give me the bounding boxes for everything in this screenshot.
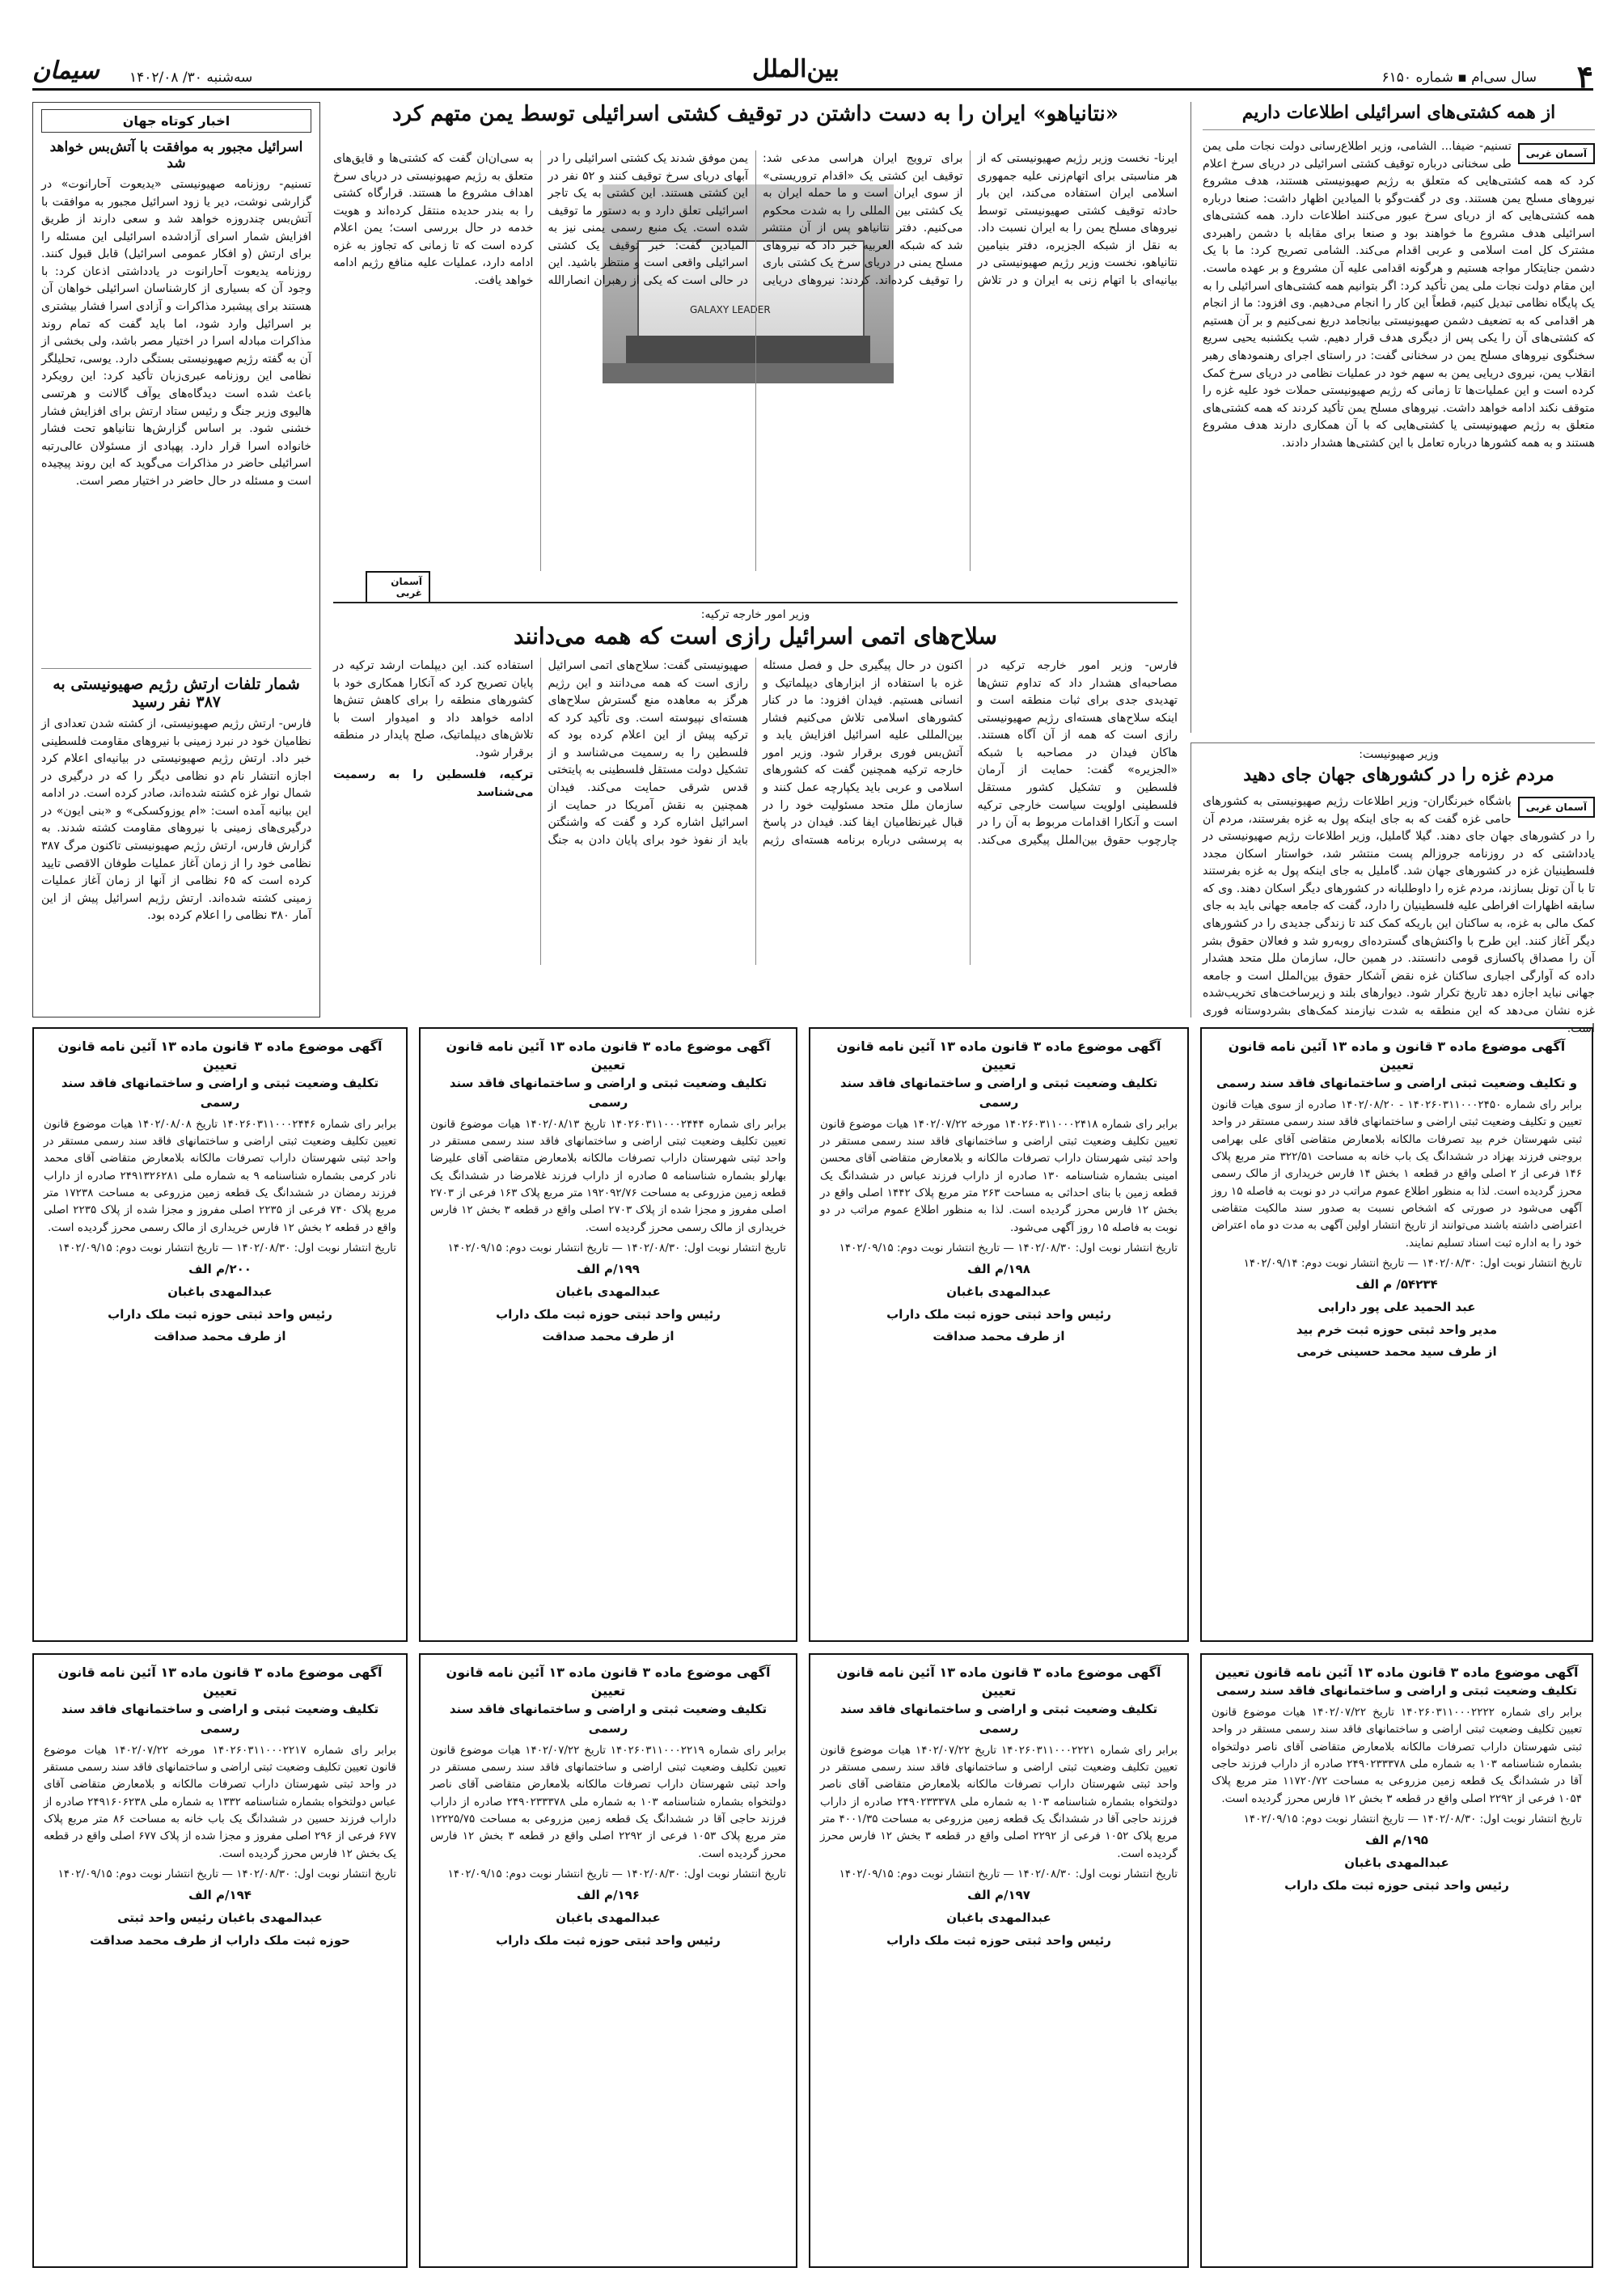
headline: از همه کشتی‌های اسرائیلی اطلاعات داریم — [1203, 102, 1595, 130]
kicker: وزیر امور خارجه ترکیه: — [700, 608, 810, 621]
lead-headline: «نتانیاهو» ایران را به دست داشتن در توقیف کشتی اسرائیلی توسط یمن متهم کرد — [391, 102, 1119, 126]
issue-date: سه‌شنبه ۳۰/ ۱۴۰۲/۰۸ — [129, 70, 253, 86]
legal-ad-5: آگهی موضوع ماده ۳ قانون ماده ۱۳ آئین نامه قانون تعیین تکلیف وضعیت ثبتی و اراضی و ساختمانهای فاقد سند رسمی برابر رای شماره ۱۴۰۲۶۰۳۱۱۰۰۰۲۲۲۲ تاریخ ۱۴۰۲/۰۷/۲۲ هیات موضوع قانون تعیین تکلیف وضعیت ثبتی اراضی و ساختمانهای فاقد سند رسمی مستقر در واحد ثبتی شهرستان داراب تصرفات مالکانه بلامعارض متقاضی آقای ناصر دولتخواه بشماره شناسنامه ۱۰۳ به شماره ملی ۲۴۹۰۲۳۳۳۷۸ صادره از داراب فرزند حاجی آقا در ششدانگ یک قطعه زمین مزروعی به مساحت ۱۱۷۲۰/۷۲ متر مربع پلاک ۱۰۵۴ فرعی از ۲۲۹۲ اصلی واقع در قطعه ۳ بخش ۱۲ فارس محرز گردیده است. تاریخ انتشار نوبت اول: ۱۴۰۲/۰۸/۳۰ — تاریخ انتشار نوبت دوم: ۱۴۰۲/۰۹/۱۵ ۱۹۵/م الف عبدالمهدی باغبان رئیس واحد ثبتی حوزه ثبت ملک داراب — [1200, 1653, 1593, 2268]
legal-ad-4: آگهی موضوع ماده ۳ قانون ماده ۱۳ آئین نامه قانون تعیین تکلیف وضعیت ثبتی و اراضی و ساختمانهای فاقد سند رسمی برابر رای شماره ۱۴۰۲۶۰۳۱۱۰۰۰۲۴۴۶ تاریخ ۱۴۰۲/۰۸/۰۸ هیات موضوع قانون تعیین تکلیف وضعیت ثبتی اراضی و ساختمانهای فاقد سند رسمی مستقر در واحد ثبتی شهرستان داراب تصرفات مالکانه بلامعارض متقاضی آقای محمد نادر کرمی بشماره شناسنامه ۹ به شماره ملی ۲۴۹۱۳۲۶۲۸۱ صادره از داراب فرزند رمضان در ششدانگ یک قطعه زمین مزروعی به مساحت ۱۷۲۳۸ متر مربع پلاک ۷۴۰ فرعی از ۲۲۳۵ اصلی مفروز و مجزا شده از پلاک ۲۲۳۵ اصلی واقع در قطعه ۲ بخش ۱۲ فارس خریداری از مالک رسمی محرز گردیده است. تاریخ انتشار نوبت اول: ۱۴۰۲/۰۸/۳۰ — تاریخ انتشار نوبت دوم: ۱۴۰۲/۰۹/۱۵ ۲۰۰/م الف عبدالمهدی باغبان رئیس واحد ثبتی حوزه ثبت ملک داراب از طرف محمد صداقت — [32, 1027, 408, 1642]
page-number: ۴ — [1576, 58, 1593, 95]
issue-info: سال سی‌ام ▪ شماره ۶۱۵۰ — [1381, 70, 1537, 86]
article-body: فارس- وزیر امور خارجه ترکیه در مصاحبه‌ای هشدار داد که تداوم تنش‌ها تهدیدی جدی برای ثبات منطقه است و اینکه سلاح‌های هسته‌ای رژیم صهیونیستی رازی است که همه از آن آگاه هستند. هاکان فیدان در مصاحبه با شبکه «الجزیره» گفت: حمایت از آرمان فلسطین و تشکیل کشور مستقل فلسطینی اولویت سیاست خارجی ترکیه است و آنکارا اقدامات مربوط به آن را در چارچوب حقوق بین‌الملل پیگیری می‌کند. اکنون در حال پیگیری حل و فصل مسئله غزه با استفاده از ابزارهای دیپلماتیک و انسانی هستیم. فیدان افزود: ما در کنار کشورهای اسلامی تلاش می‌کنیم فشار بین‌المللی علیه اسرائیل افزایش یابد و آتش‌بس فوری برقرار شود. وزیر امور خارجه ترکیه همچنین گفت که کشورهای اسلامی و عربی باید یکپارچه عمل کنند و سازمان ملل متحد مسئولیت خود را در قبال غیرنظامیان ایفا کند. فیدان در پاسخ به پرسشی درباره برنامه هسته‌ای رژیم صهیونیستی گفت: سلاح‌های اتمی اسرائیل رازی است که همه می‌دانند و این رژیم هرگز به معاهده منع گسترش سلاح‌های هسته‌ای نپیوسته است. وی تأکید کرد که ترکیه پیش از این اعلام کرده بود که فلسطین را به رسمیت می‌شناسد و از تشکیل دولت مستقل فلسطینی به پایتختی قدس شرقی حمایت می‌کند. فیدان همچنین به نقش آمریکا در حمایت از اسرائیل اشاره کرد و گفت که واشنگتن باید از نفوذ خود برای پایان دادن به جنگ استفاده کند. این دیپلمات ارشد ترکیه در پایان تصریح کرد که آنکارا همکاری خود با کشورهای منطقه را برای کاهش تنش‌ها ادامه خواهد داد و امیدوار است با تلاش‌های دیپلماتیک، صلح پایدار در منطقه برقرار شود. ترکیه، فلسطین را به رسمیت می‌شناسد — [333, 659, 1178, 847]
section-label: اخبار کوتاه جهان — [41, 109, 311, 133]
legal-ad-1: آگهی موضوع ماده ۳ قانون و ماده ۱۳ آئین نامه قانون تعیین و تکلیف وضعیت ثبتی اراضی و ساختمانهای فاقد سند رسمی برابر رای شماره ۱۴۰۲۶۰۳۱۱۰۰۰۲۴۵۰ - ۱۴۰۲/۰۸/۲۰ صادره از سوی هیات قانون تعیین و تکلیف وضعیت ثبتی اراضی و ساختمانهای فاقد سند رسمی مستقر در واحد ثبتی شهرستان خرم بید تصرفات مالکانه بلامعارض متقاضی آقای علی بهرامی بروجنی فرزند بهزاد در ششدانگ یک باب خانه به مساحت ۳۲۲/۵۱ متر مربع پلاک ۱۴۶ فرعی از ۲ اصلی واقع در قطعه ۱ بخش ۱۴ فارس خریداری از مالک رسمی محرز گردیده است. لذا به منظور اطلاع عموم مراتب در دو نوبت به فاصله ۱۵ روز آگهی می‌شود در صورتی که اشخاص نسبت به صدور سند مالکیت متقاضی اعتراضی داشته باشند می‌توانند از تاریخ انتشار اولین آگهی به مدت دو ماه اعتراض خود را به اداره ثبت اسناد تسلیم نمایند. تاریخ انتشار نوبت اول: ۱۴۰۲/۰۸/۳۰ — تاریخ انتشار نوبت دوم: ۱۴۰۲/۰۹/۱۴ ۵۴۲۳۴/ م الف عبد الحمید علی پور دارابی مدیر واحد ثبتی حوزه ثبت خرم بید از طرف سید محمد حسینی خرمی — [1200, 1027, 1593, 1642]
source-badge: آسمان غربی — [1518, 797, 1595, 818]
source-badge: آسمان غربی — [366, 571, 430, 603]
turkey-story — [333, 602, 1178, 1017]
article-body: باشگاه خبرنگاران- وزیر اطلاعات رژیم صهیونیستی به کشورهای حامی غزه گفت که به جای اینکه پول به غزه بفرستند، مردم آن را در کشورهای جهان جای دهند. گیلا گاملیل، وزیر اطلاعات رژیم صهیونیستی در یادداشتی که در روزنامه جروزالم پست منتشر شد، خواستار اسکان مجدد فلسطینیان غزه در کشورهای جهان شد. گاملیل به جای اینکه پول به غزه بفرستند تا با آن تونل بسازند، مردم غزه را داوطلبانه در کشورهای دیگر اسکان دهند. وی که سابقه اظهارات افراطی علیه فلسطینیان را دارد، گفت که جامعه جهانی باید به جای کمک مالی به غزه، به ساکنان این باریکه کمک کند تا زندگی جدیدی را در کشورهای دیگر آغاز کنند. این طرح با واکنش‌های گسترده‌ای روبه‌رو شد و فعالان حقوق بشر آن را مصداق پاکسازی قومی دانستند. در همین حال، سازمان ملل متحد هشدار داده که آوارگی اجباری ساکنان غزه نقض آشکار حقوق بین‌الملل است و جامعه جهانی نباید اجازه دهد تاریخ تکرار شود. دیوارهای بلند و زیرساخت‌های تخریب‌شده غزه نشان می‌دهد که این منطقه به شدت نیازمند کمک‌های بشردوستانه فوری است. — [1203, 795, 1595, 1035]
article-body: تسنیم- روزنامه صهیونیستی «یدیعوت آحارانوت» در گزارشی نوشت، دیر یا زود اسرائیل مجبور به موافقت با آتش‌بس چندروزه خواهد شد و سعی دارند از طریق افزایش شمار اسرای آزادشده اسرائیلی این مسئله را برای ارتش (و افکار عمومی اسرائیل) قابل قبول کنند. روزنامه یدیعوت آحارانوت در یادداشتی اذعان کرد: با وجود آن که بسیاری از کارشناسان اسرائیلی خواهان آن هستند برای پیشبرد مذاکرات و آزادی اسرا فشار بیشتری بر اسرائیل وارد شود، اما باید گفت که تمام روند مذاکرات مبادله اسرا در اختیار مصر باشد، ولی بخشی از آن به گفته رژیم صهیونیستی بستگی دارد. یوسی، تحلیلگر نظامی این روزنامه عبری‌زبان تأکید کرد: این رویکرد باعث شده است دیدگاه‌های یوآف گالانت و هرتسی هالیوی وزیر جنگ و رئیس ستاد ارتش برای افزایش فشار خشنی شود. بر اساس گزارش‌ها نتانیاهو تحت فشار خانواده اسرا قرار دارد. پهپادی از مسئولان عالی‌رتبه اسرائیلی حاضر در مذاکرات می‌گوید که این روند پیچیده است و مسئله در حال حاضر در اختیار مصر است. — [41, 178, 311, 488]
section-title: بین‌الملل — [752, 55, 839, 83]
headline: اسرائیل مجبور به موافقت با آتش‌بس خواهد شد — [49, 139, 303, 171]
legal-ad-8: آگهی موضوع ماده ۳ قانون ماده ۱۳ آئین نامه قانون تعیین تکلیف وضعیت ثبتی و اراضی و ساختمانهای فاقد سند رسمی برابر رای شماره ۱۴۰۲۶۰۳۱۱۰۰۰۲۲۱۷ مورخه ۱۴۰۲/۰۷/۲۲ هیات موضوع قانون تعیین تکلیف وضعیت ثبتی اراضی و ساختمانهای فاقد سند رسمی مستقر در واحد ثبتی شهرستان داراب تصرفات مالکانه و بلامعارض متقاضی آقای عباس دولتخواه بشماره شناسنامه ۱۳۳۲ به شماره ملی ۲۴۹۱۶۰۶۲۳۸ صادره از داراب فرزند حسین در ششدانگ یک باب خانه به مساحت ۸۶ متر مربع پلاک ۶۷۷ فرعی از ۲۹۶ اصلی مفروز و مجزا شده از پلاک ۶۷۷ اصلی واقع در قطعه یک بخش ۱۲ فارس محرز گردیده است. تاریخ انتشار نوبت اول: ۱۴۰۲/۰۸/۳۰ — تاریخ انتشار نوبت دوم: ۱۴۰۲/۰۹/۱۵ ۱۹۴/م الف عبدالمهدی باغبان رئیس واحد ثبتی حوزه ثبت ملک داراب از طرف محمد صداقت — [32, 1653, 408, 2268]
right-top-story — [1191, 102, 1595, 733]
ship-name: GALAXY LEADER — [690, 303, 771, 315]
article-body: تسنیم- ضیفا... الشامی، وزیر اطلاع‌رسانی دولت نجات ملی یمن طی سخنانی درباره توقیف کشتی اسرائیلی در دریای سرخ اعلام کرد که همه کشتی‌هایی که متعلق به رژیم صهیونیستی هستند، هدف مشروع نیروهای مسلح یمن هستند. وی در گفت‌وگو با المیادین اظهار داشت: صنعا درباره همه کشتی‌هایی که از دریای سرخ عبور می‌کنند اطلاعات دارد. همه کشتی‌های اسرائیلی هدف مشروع ما خواهند بود و صنعا برای مقابله با دشمن راهبردی مشترک کل امت اسلامی و عربی اقدام می‌کند. الشامی تصریح کرد: ما با یک دشمن جنایتکار مواجه هستیم و هرگونه اقدامی علیه آن مشروع و بر عهده ماست. این مقام دولت نجات ملی یمن تأکید کرد: اگر بتوانیم همه کشتی‌های اسرائیلی را به یک پایگاه نظامی تبدیل کنیم، قطعاً این کار را انجام می‌دهیم. وی افزود: ما از انجام هر اقدامی که به تضعیف دشمن صهیونیستی بیانجامد دریغ نمی‌کنیم و بر آن هستیم که کشتی‌های آن را یکی پس از دیگری هدف قرار دهیم. شب یکشنبه یحیی سریع سخنگوی نیروهای مسلح یمن در سخنانی گفت: در راستای اجرای رهنمودهای رهبر انقلاب یمن، نیروی دریایی یمن به سهم خود در عملیات نظامی در دریای سرخ کمک کرده است و این عملیات‌ها تا زمانی که رژیم صهیونیستی حملات خود علیه غزه را متوقف نکند ادامه خواهد داشت. نیروهای مسلح یمن تأکید کردند که همه کشتی‌های متعلق به رژیم صهیونیستی یا کشتی‌هایی که با آن همکاری دارند هدف مشروع هستند و به همه کشورها درباره تعامل با این کشتی‌ها هشدار دادند. — [1203, 140, 1595, 450]
masthead — [32, 55, 1593, 95]
subhead: ترکیه، فلسطین را به رسمیت می‌شناسد — [333, 768, 534, 800]
legal-ad-6: آگهی موضوع ماده ۳ قانون ماده ۱۳ آئین نامه قانون تعیین تکلیف وضعیت ثبتی و اراضی و ساختمانهای فاقد سند رسمی برابر رای شماره ۱۴۰۲۶۰۳۱۱۰۰۰۲۲۲۱ تاریخ ۱۴۰۲/۰۷/۲۲ هیات موضوع قانون تعیین تکلیف وضعیت ثبتی اراضی و ساختمانهای فاقد سند رسمی مستقر در واحد ثبتی شهرستان داراب تصرفات مالکانه بلامعارض متقاضی آقای ناصر دولتخواه بشماره شناسنامه ۱۰۳ به شماره ملی ۲۴۹۰۲۳۳۳۷۸ صادره از داراب فرزند حاجی آقا در ششدانگ یک قطعه زمین مزروعی به مساحت ۴۰۰۱/۳۵ متر مربع پلاک ۱۰۵۲ فرعی از ۲۲۹۲ اصلی واقع در قطعه ۳ بخش ۱۲ فارس محرز گردیده است. تاریخ انتشار نوبت اول: ۱۴۰۲/۰۸/۳۰ — تاریخ انتشار نوبت دوم: ۱۴۰۲/۰۹/۱۵ ۱۹۷/م الف عبدالمهدی باغبان رئیس واحد ثبتی حوزه ثبت ملک داراب — [809, 1653, 1189, 2268]
headline: مردم غزه را در کشورهای جهان جای دهید — [1243, 764, 1554, 785]
lead-headline-bar — [333, 102, 1178, 141]
headline: سلاح‌های اتمی اسرائیل رازی است که همه می‌دانند — [513, 623, 997, 649]
newspaper-logo: سیمان — [32, 57, 99, 85]
right-second-story — [1191, 742, 1595, 1035]
headline: شمار تلفات ارتش رژیم صهیونیستی به ۳۸۷ نفر رسید — [53, 675, 300, 711]
kicker: وزیر صهیونیست: — [1359, 748, 1439, 761]
legal-ad-2: آگهی موضوع ماده ۳ قانون ماده ۱۳ آئین نامه قانون تعیین تکلیف وضعیت ثبتی و اراضی و ساختمانهای فاقد سند رسمی برابر رای شماره ۱۴۰۲۶۰۳۱۱۰۰۰۲۴۱۸ مورخه ۱۴۰۲/۰۷/۲۲ هیات موضوع قانون تعیین تکلیف وضعیت ثبتی اراضی و ساختمانهای فاقد سند رسمی مستقر در واحد ثبتی شهرستان داراب تصرفات مالکانه و بلامعارض متقاضی آقای محسن امینی بشماره شناسنامه ۱۳۰ صادره از داراب فرزند عباس در ششدانگ یک قطعه زمین با بنای احداثی به مساحت ۲۶۳ متر مربع پلاک ۱۴۴۲ اصلی واقع در بخش ۱۲ فارس محرز گردیده است. لذا به منظور اطلاع عموم مراتب در دو نوبت به فاصله ۱۵ روز آگهی می‌شود. تاریخ انتشار نوبت اول: ۱۴۰۲/۰۸/۳۰ — تاریخ انتشار نوبت دوم: ۱۴۰۲/۰۹/۱۵ ۱۹۸/م الف عبدالمهدی باغبان رئیس واحد ثبتی حوزه ثبت ملک داراب از طرف محمد صداقت — [809, 1027, 1189, 1642]
left-brief-box — [32, 102, 320, 1017]
source-badge: آسمان غربی — [1518, 143, 1595, 164]
legal-ad-3: آگهی موضوع ماده ۳ قانون ماده ۱۳ آئین نامه قانون تعیین تکلیف وضعیت ثبتی و اراضی و ساختمانهای فاقد سند رسمی برابر رای شماره ۱۴۰۲۶۰۳۱۱۰۰۰۲۴۴۴ تاریخ ۱۴۰۲/۰۸/۱۳ هیات موضوع قانون تعیین تکلیف وضعیت ثبتی اراضی و ساختمانهای فاقد سند رسمی مستقر در واحد ثبتی شهرستان داراب تصرفات مالکانه بلامعارض متقاضی آقای علیرضا بهارلو بشماره شناسنامه ۵ صادره از داراب فرزند غلامرضا در ششدانگ یک قطعه زمین مزروعی به مساحت ۱۹۲۰۹۲/۷۶ متر مربع پلاک ۱۶۳ فرعی از ۲۷۰۳ اصلی مفروز و مجزا شده از پلاک ۲۷۰۳ اصلی واقع در قطعه ۳ بخش ۱۲ فارس خریداری از مالک رسمی محرز گردیده است. تاریخ انتشار نوبت اول: ۱۴۰۲/۰۸/۳۰ — تاریخ انتشار نوبت دوم: ۱۴۰۲/۰۹/۱۵ ۱۹۹/م الف عبدالمهدی باغبان رئیس واحد ثبتی حوزه ثبت ملک داراب از طرف محمد صداقت — [419, 1027, 797, 1642]
legal-ad-7: آگهی موضوع ماده ۳ قانون ماده ۱۳ آئین نامه قانون تعیین تکلیف وضعیت ثبتی و اراضی و ساختمانهای فاقد سند رسمی برابر رای شماره ۱۴۰۲۶۰۳۱۱۰۰۰۲۲۱۹ تاریخ ۱۴۰۲/۰۷/۲۲ هیات موضوع قانون تعیین تکلیف وضعیت ثبتی اراضی و ساختمانهای فاقد سند رسمی مستقر در واحد ثبتی شهرستان داراب تصرفات مالکانه بلامعارض متقاضی آقای ناصر دولتخواه بشماره شناسنامه ۱۰۳ به شماره ملی ۲۴۹۰۲۳۳۳۷۸ صادره از داراب فرزند حاجی آقا در ششدانگ یک قطعه زمین مزروعی به مساحت ۱۲۲۲۵/۷۵ متر مربع پلاک ۱۰۵۳ فرعی از ۲۲۹۲ اصلی واقع در قطعه ۳ بخش ۱۲ فارس محرز گردیده است. تاریخ انتشار نوبت اول: ۱۴۰۲/۰۸/۳۰ — تاریخ انتشار نوبت دوم: ۱۴۰۲/۰۹/۱۵ ۱۹۶/م الف عبدالمهدی باغبان رئیس واحد ثبتی حوزه ثبت ملک داراب — [419, 1653, 797, 2268]
lead-article-body: ایرنا- نخست وزیر رژیم صهیونیستی که از هر مناسبتی برای اتهام‌زنی علیه جمهوری اسلامی ایران استفاده می‌کند، این بار حادثه توقیف کشتی صهیونیستی توسط نیروهای مسلح یمن را به ایران نسبت داد. به نقل از شبکه الجزیره، دفتر بنیامین نتانیاهو، نخست وزیر رژیم صهیونیستی در بیانیه‌ای با اتهام زنی به ایران و در تلاش برای ترویج ایران هراسی مدعی شد: توقیف این کشتی یک «اقدام تروریستی» از سوی ایران است و ما حمله ایران به یک کشتی بین المللی را به شدت محکوم می‌کنیم. دفتر نتانیاهو پس از آن منتشر شد که شبکه العربیه خبر داد که نیروهای مسلح یمنی در دریای سرخ یک کشتی باری را توقیف کرده‌اند. کردند: نیروهای دریایی یمن موفق شدند یک کشتی اسرائیلی را در آبهای دریای سرخ توقیف کنند و ۵۲ نفر در این کشتی هستند. این کشتی به یک تاجر اسرائیلی تعلق دارد و به دستور ما توقیف شده است. یک منبع رسمی یمنی نیز به المیادین گفت: خبر توقیف یک کشتی اسرائیلی واقعی است و منتظر باشید. این در حالی است که یکی از رهبران انصارالله به سی‌ان‌ان گفت که کشتی‌ها و قایق‌های متعلق به رژیم صهیونیستی در دریای سرخ اهداف مشروع ما هستند. قرارگاه کشتی را به بندر حدیده منتقل کرده‌اند و هویت خدمه در حال بررسی است؛ یمن اعلام کرده است که تا زمانی که تجاوز به غزه ادامه دارد، عملیات علیه منافع رژیم ادامه خواهد یافت. — [333, 152, 1178, 288]
article-body: فارس- ارتش رژیم صهیونیستی، از کشته شدن تعدادی از نظامیان خود در نبرد زمینی با نیروهای مقاومت فلسطینی خبر داد. ارتش رژیم صهیونیستی در بیانیه‌ای اعلام کرد اجازه انتشار نام دو نظامی دیگر را که در درگیری در شمال نوار غزه کشته شده‌اند، صادر کرده است. در ادامه این بیانیه آمده است: «ام یوزوکسکی» و «بنی ایون» در درگیری‌های زمینی با نیروهای مقاومت کشته شدند. به گزارش فارس، ارتش رژیم صهیونیستی تاکنون مرگ ۳۸۷ نظامی خود را از زمان آغاز عملیات طوفان الاقصی تایید کرده است که ۶۵ نظامی از آنها از زمان آغاز عملیات زمینی کشته شده‌اند. ارتش رژیم اسرائیل پیش از این آمار ۳۸۰ نظامی را اعلام کرده بود. — [41, 717, 312, 923]
